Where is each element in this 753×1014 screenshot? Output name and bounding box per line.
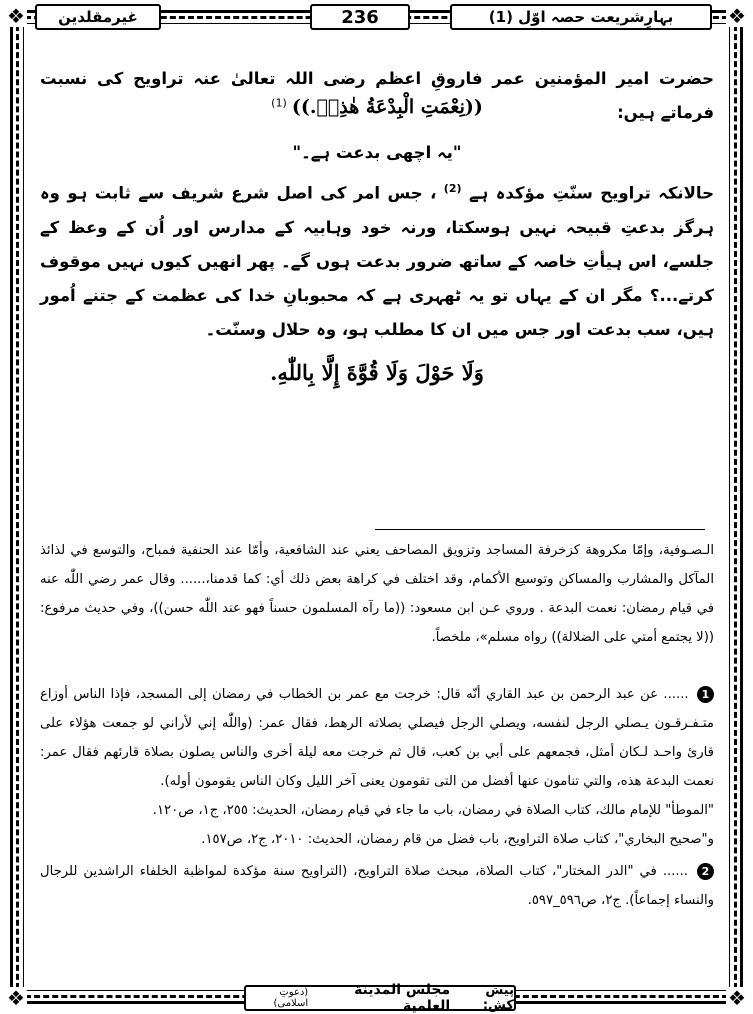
footer-label: پیش کش:	[482, 983, 514, 1013]
footnote-source: "الموطأ" للإمام مالك، كتاب الصلاة في رمضان، باب ما جاء في قيام رمضان، الحديث: ٢٥٥، ج١، ص١٢٠.	[152, 803, 714, 818]
footnote-text: ...... في "الدر المختار"، كتاب الصلاة، مبحث صلاة التراويح، (التراويح سنة مؤكدة لمواظبة الخلفاء الراشدين للرجال والنساء إجماعاً). ج٢، ص٥٩٦_٥٩٧.	[40, 864, 714, 908]
paragraph-text: ، جس امر کی اصل شرع شریف سے ثابت ہو وہ ہرگز بدعتِ قبیحہ نہیں ہوسکتا، ورنہ خود وہابیہ کے مدارس اور اُن کے وعظ کے جلسے، اس ہیأتِ خاصہ کے ساتھ ضرور بدعت ہوں گے۔ پھر انھیں کیوں نہیں موقوف کرتے...؟ مگر ان کے یہاں تو یہ ٹھہری ہے کہ محبوبانِ خدا کی عظمت کے جتنے اُمور ہیں، سب بدعت اور جس میں ان کا مطلب ہو، وہ حلال وسنّت۔	[40, 183, 714, 339]
corner-ornament-icon: ❖	[5, 987, 27, 1009]
footnote-1	[40, 680, 714, 796]
quote-translation: "یہ اچھی بدعت ہے۔"	[292, 143, 462, 162]
footnote-divider	[375, 529, 705, 530]
footnote-ref[interactable]: (1)	[271, 96, 287, 110]
corner-ornament-icon: ❖	[726, 987, 748, 1009]
main-paragraph	[40, 172, 714, 347]
book-title: بہارِشریعت حصہ اوّل (1)	[450, 4, 712, 30]
section-title: غیرمقلدین	[35, 4, 161, 30]
corner-ornament-icon: ❖	[726, 5, 748, 27]
footnote-continuation: الـصـوفية، وإمّا مكروهة كزخرفة المساجد وتزويق المصاحف يعني عند الشافعية، وأمّا عند الحنفية فمباح، والتوسع في لذائذ المآكل والمشارب والمساكن وتوسيع الأكمام، وقد اختلف في كراهة بعض ذلك أي: كما قدمنا،...... وقال عمر رضي اللّٰه عنه في قيام رمضان: نعمت البدعة . وروي عـن ابن مسعود: ((ما رآه المسلمون حسناً فهو عند اللّٰه حسن))، وفي حديث مرفوع: ((لا يجتمع أمتي على الضلالة)) رواه مسلم»، ملخصاً.	[40, 543, 714, 645]
footnote-source: و"صحيح البخاري"، كتاب صلاة التراويح، باب فضل من قام رمضان، الحديث: ٢٠١٠، ج٢، ص١٥٧.	[201, 832, 714, 847]
paragraph-text: حالانکہ تراویح سنّتِ مؤکدہ ہے	[468, 183, 715, 203]
footnote-number: 1	[697, 686, 714, 703]
closing-dua	[40, 360, 714, 385]
closing-dua-text: وَلَا حَوْلَ وَلَا قُوَّةَ إِلَّا بِاللّٰهِ.	[270, 360, 484, 385]
intro-line: حضرت امیر المؤمنین عمر فاروقِ اعظم رضی اللہ تعالیٰ عنہ تراویح کی نسبت فرماتے ہیں:	[40, 69, 714, 122]
publisher-name: مجلس المدينة العلمية	[354, 982, 451, 1014]
corner-ornament-icon: ❖	[5, 5, 27, 27]
footnote-text: ...... عن عبد الرحمن بن عبد القاري أنّه قال: خرجت مع عمر بن الخطاب في رمضان إلى المسجد، فإذا الناس أوزاع متـفـرقـون يـصلي الرجل لنفسه، ويصلي الرجل فيصلي بصلاته الرهط، فقال عمر: (واللّٰه إني لأراني لو جمعت هؤلاء على قارئ واحـد لـكان أمثل، فجمعهم على أبي بن كعب، قال ثم خرجت معه ليلة أخرى والناس يصلون بصلاة قارئهم فقال عمر: نعمت البدعة هذه، والتي تنامون عنها أفضل من التى تقومون يعنى آخر الليل وكان الناس يقومون أوله).	[40, 687, 714, 789]
publisher-footer	[244, 982, 516, 1014]
footnote-number: 2	[697, 863, 714, 880]
arabic-quote	[40, 96, 714, 118]
publisher-sub: (دعوتِ اسلامی)	[273, 987, 309, 1009]
footnote-ref[interactable]: (2)	[443, 182, 462, 195]
page-number: 236	[310, 4, 410, 30]
footnote-2	[40, 857, 714, 915]
arabic-quote-text: ((نِعْمَتِ الْبِدْعَةُ هٰذِهٖ.))	[291, 96, 483, 118]
